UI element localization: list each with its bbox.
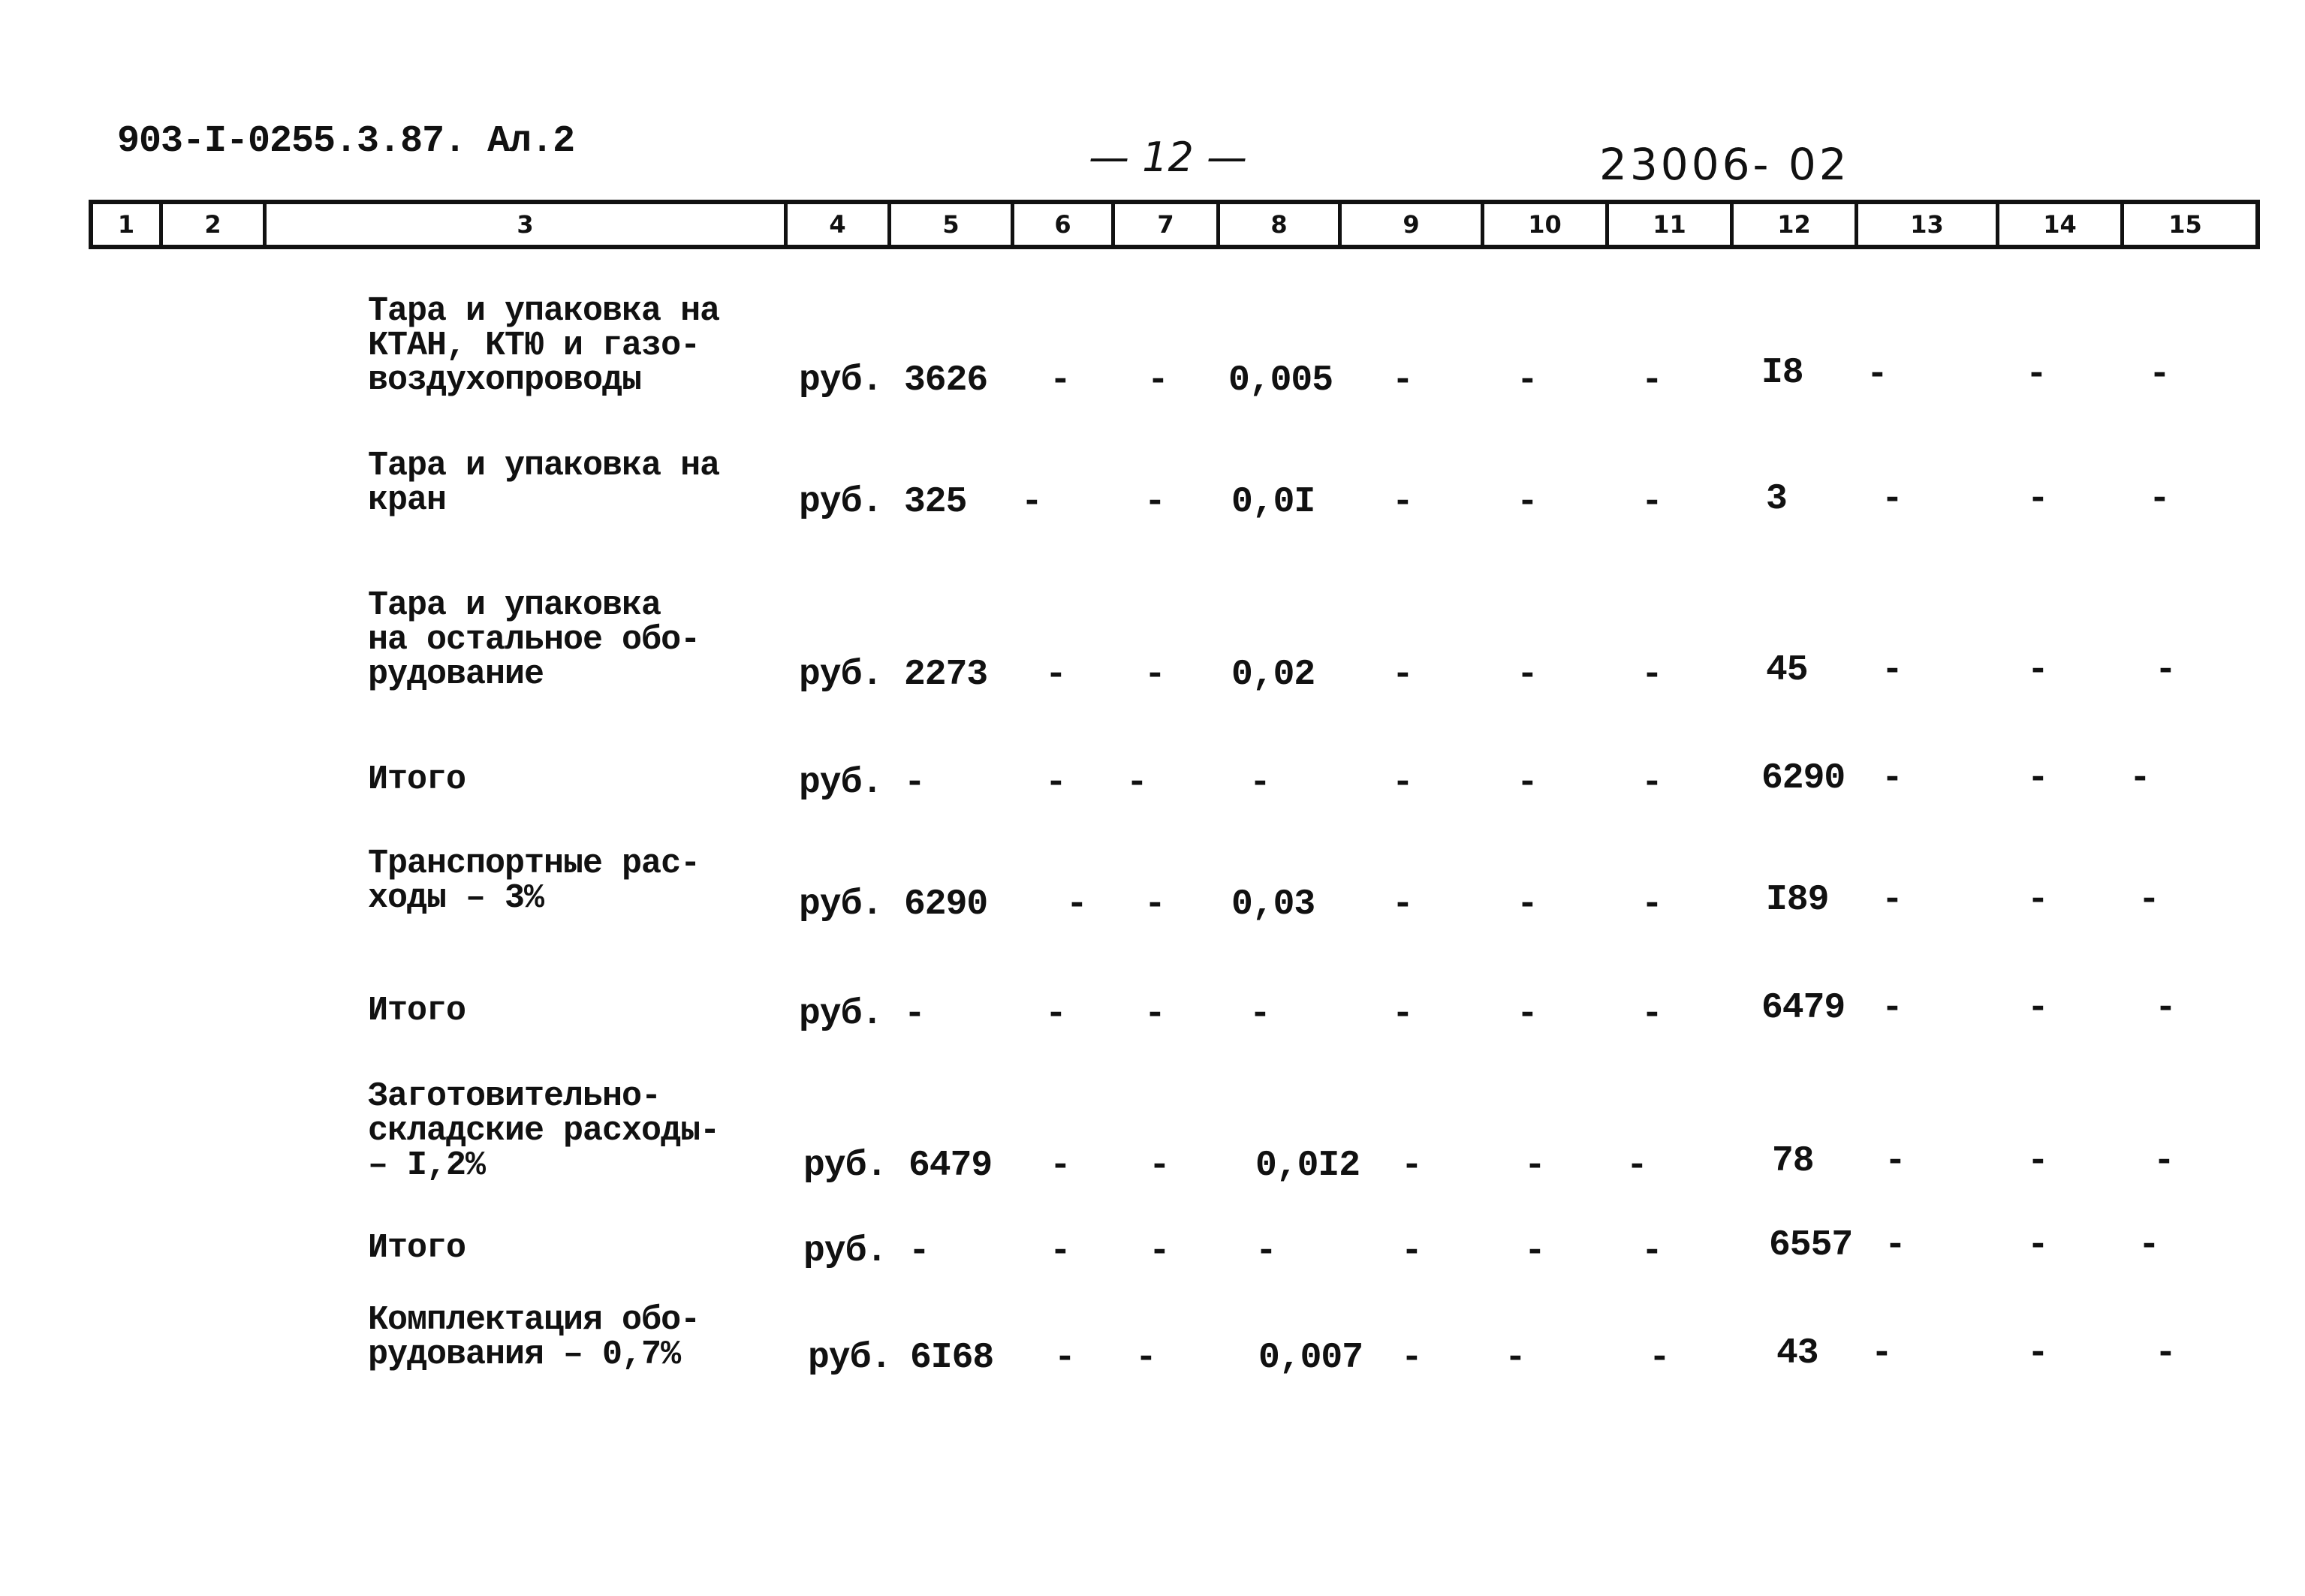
row-name: Итого <box>368 1229 466 1267</box>
col14-cell: - <box>2026 354 2047 395</box>
column-header-1: 1 <box>93 204 163 245</box>
col10-cell: - <box>1517 884 1538 925</box>
col12-cell: 6557 <box>1769 1225 1853 1266</box>
unit-cell: руб. <box>799 360 883 401</box>
col6-cell: - <box>1045 655 1066 695</box>
col11-cell: - <box>1641 482 1662 522</box>
col6-cell: - <box>1054 1338 1075 1378</box>
col8-cell: 0,0I2 <box>1255 1146 1360 1186</box>
col8-cell: 0,02 <box>1231 655 1315 695</box>
col15-cell: - <box>2138 1225 2159 1266</box>
row-name: Итого <box>368 760 466 799</box>
col9-cell: - <box>1392 360 1413 401</box>
col8-cell: - <box>1249 994 1270 1034</box>
column-header-10: 10 <box>1484 204 1609 245</box>
col12-cell: I89 <box>1766 880 1829 920</box>
col12-cell: I8 <box>1761 353 1803 393</box>
col10-cell: - <box>1517 994 1538 1034</box>
col15-cell: - <box>2149 479 2170 519</box>
col13-cell: - <box>1867 354 1888 395</box>
unit-cell: руб. <box>808 1338 892 1378</box>
unit-cell: руб. <box>803 1146 887 1186</box>
col7-cell: - <box>1126 763 1147 803</box>
col5-cell: - <box>904 994 925 1034</box>
col15-cell: - <box>2129 758 2150 799</box>
col14-cell: - <box>2027 1225 2048 1266</box>
col5-cell: 325 <box>904 482 967 522</box>
col7-cell: - <box>1144 884 1165 925</box>
column-header-9: 9 <box>1342 204 1484 245</box>
col11-cell: - <box>1649 1338 1670 1378</box>
col13-cell: - <box>1882 988 1903 1028</box>
col9-cell: - <box>1401 1146 1422 1186</box>
col5-cell: 6290 <box>904 884 988 925</box>
col15-cell: - <box>2155 988 2176 1028</box>
col12-cell: 6479 <box>1761 988 1846 1028</box>
sheet-code: 23006- 02 <box>1599 139 1850 190</box>
col14-cell: - <box>2027 479 2048 519</box>
unit-cell: руб. <box>799 763 883 803</box>
col15-cell: - <box>2138 880 2159 920</box>
col15-cell: - <box>2149 354 2170 395</box>
column-header-8: 8 <box>1220 204 1342 245</box>
document-code: 903-I-0255.3.87. Ал.2 <box>117 120 575 163</box>
col13-cell: - <box>1882 479 1903 519</box>
col10-cell: - <box>1524 1146 1545 1186</box>
col9-cell: - <box>1401 1231 1422 1272</box>
col6-cell: - <box>1045 994 1066 1034</box>
col15-cell: - <box>2155 1333 2176 1374</box>
col14-cell: - <box>2027 1333 2048 1374</box>
column-header-12: 12 <box>1734 204 1858 245</box>
unit-cell: руб. <box>799 884 883 925</box>
col10-cell: - <box>1524 1231 1545 1272</box>
col15-cell: - <box>2153 1141 2174 1182</box>
col8-cell: 0,0I <box>1231 482 1315 522</box>
col13-cell: - <box>1882 650 1903 691</box>
col6-cell: - <box>1050 1231 1071 1272</box>
col14-cell: - <box>2027 758 2048 799</box>
col12-cell: 6290 <box>1761 758 1846 799</box>
column-header-13: 13 <box>1858 204 1999 245</box>
col11-cell: - <box>1626 1146 1647 1186</box>
col7-cell: - <box>1144 655 1165 695</box>
col14-cell: - <box>2027 988 2048 1028</box>
col12-cell: 78 <box>1772 1141 1814 1182</box>
col10-cell: - <box>1517 655 1538 695</box>
col9-cell: - <box>1392 763 1413 803</box>
column-header-3: 3 <box>267 204 788 245</box>
column-header-5: 5 <box>891 204 1014 245</box>
unit-cell: руб. <box>799 655 883 695</box>
col12-cell: 43 <box>1776 1333 1818 1374</box>
col13-cell: - <box>1885 1225 1906 1266</box>
col15-cell: - <box>2155 650 2176 691</box>
col5-cell: 6I68 <box>910 1338 994 1378</box>
column-header-2: 2 <box>163 204 267 245</box>
col9-cell: - <box>1401 1338 1422 1378</box>
col7-cell: - <box>1144 482 1165 522</box>
unit-cell: руб. <box>803 1231 887 1272</box>
col14-cell: - <box>2027 1141 2048 1182</box>
col6-cell: - <box>1050 360 1071 401</box>
col11-cell: - <box>1641 763 1662 803</box>
col10-cell: - <box>1517 360 1538 401</box>
col14-cell: - <box>2027 650 2048 691</box>
col10-cell: - <box>1505 1338 1526 1378</box>
column-header-11: 11 <box>1609 204 1734 245</box>
col13-cell: - <box>1885 1141 1906 1182</box>
col8-cell: 0,005 <box>1228 360 1333 401</box>
col5-cell: 2273 <box>904 655 988 695</box>
col5-cell: 3626 <box>904 360 988 401</box>
row-name: Итого <box>368 992 466 1030</box>
col5-cell: - <box>904 763 925 803</box>
col8-cell: - <box>1255 1231 1276 1272</box>
column-header-row <box>89 200 2260 249</box>
row-name: Тара и упаковка на КТАН, КТЮ и газо- воздухопроводы <box>368 292 720 399</box>
col7-cell: - <box>1149 1146 1170 1186</box>
col14-cell: - <box>2027 880 2048 920</box>
col6-cell: - <box>1050 1146 1071 1186</box>
row-name: Тара и упаковка на кран <box>368 447 720 519</box>
col5-cell: 6479 <box>908 1146 993 1186</box>
col8-cell: 0,007 <box>1258 1338 1363 1378</box>
col11-cell: - <box>1641 655 1662 695</box>
col9-cell: - <box>1392 884 1413 925</box>
col7-cell: - <box>1149 1231 1170 1272</box>
row-name: Заготовительно- складские расходы- – I,2% <box>368 1077 720 1185</box>
col7-cell: - <box>1147 360 1168 401</box>
col11-cell: - <box>1641 360 1662 401</box>
col13-cell: - <box>1871 1333 1892 1374</box>
col12-cell: 3 <box>1766 479 1787 519</box>
col8-cell: - <box>1249 763 1270 803</box>
unit-cell: руб. <box>799 994 883 1034</box>
col11-cell: - <box>1641 994 1662 1034</box>
col9-cell: - <box>1392 482 1413 522</box>
column-header-15: 15 <box>2168 210 2202 239</box>
col8-cell: 0,03 <box>1231 884 1315 925</box>
row-name: Комплектация обо- рудования – 0,7% <box>368 1301 701 1374</box>
col6-cell: - <box>1021 482 1042 522</box>
row-name: Тара и упаковка на остальное обо- рудование <box>368 586 701 694</box>
col7-cell: - <box>1144 994 1165 1034</box>
col9-cell: - <box>1392 655 1413 695</box>
col5-cell: - <box>908 1231 930 1272</box>
column-header-7: 7 <box>1115 204 1220 245</box>
col11-cell: - <box>1641 884 1662 925</box>
col10-cell: - <box>1517 763 1538 803</box>
col6-cell: - <box>1045 763 1066 803</box>
col12-cell: 45 <box>1766 650 1808 691</box>
row-name: Транспортные рас- ходы – 3% <box>368 845 701 917</box>
col10-cell: - <box>1517 482 1538 522</box>
col11-cell: - <box>1641 1231 1662 1272</box>
column-header-4: 4 <box>788 204 891 245</box>
unit-cell: руб. <box>799 482 883 522</box>
col13-cell: - <box>1882 880 1903 920</box>
col6-cell: - <box>1066 884 1087 925</box>
col13-cell: - <box>1882 758 1903 799</box>
col9-cell: - <box>1392 994 1413 1034</box>
column-header-6: 6 <box>1014 204 1115 245</box>
col7-cell: - <box>1135 1338 1156 1378</box>
page-number: — 12 — <box>1089 134 1248 181</box>
column-header-14: 14 <box>1999 204 2124 245</box>
